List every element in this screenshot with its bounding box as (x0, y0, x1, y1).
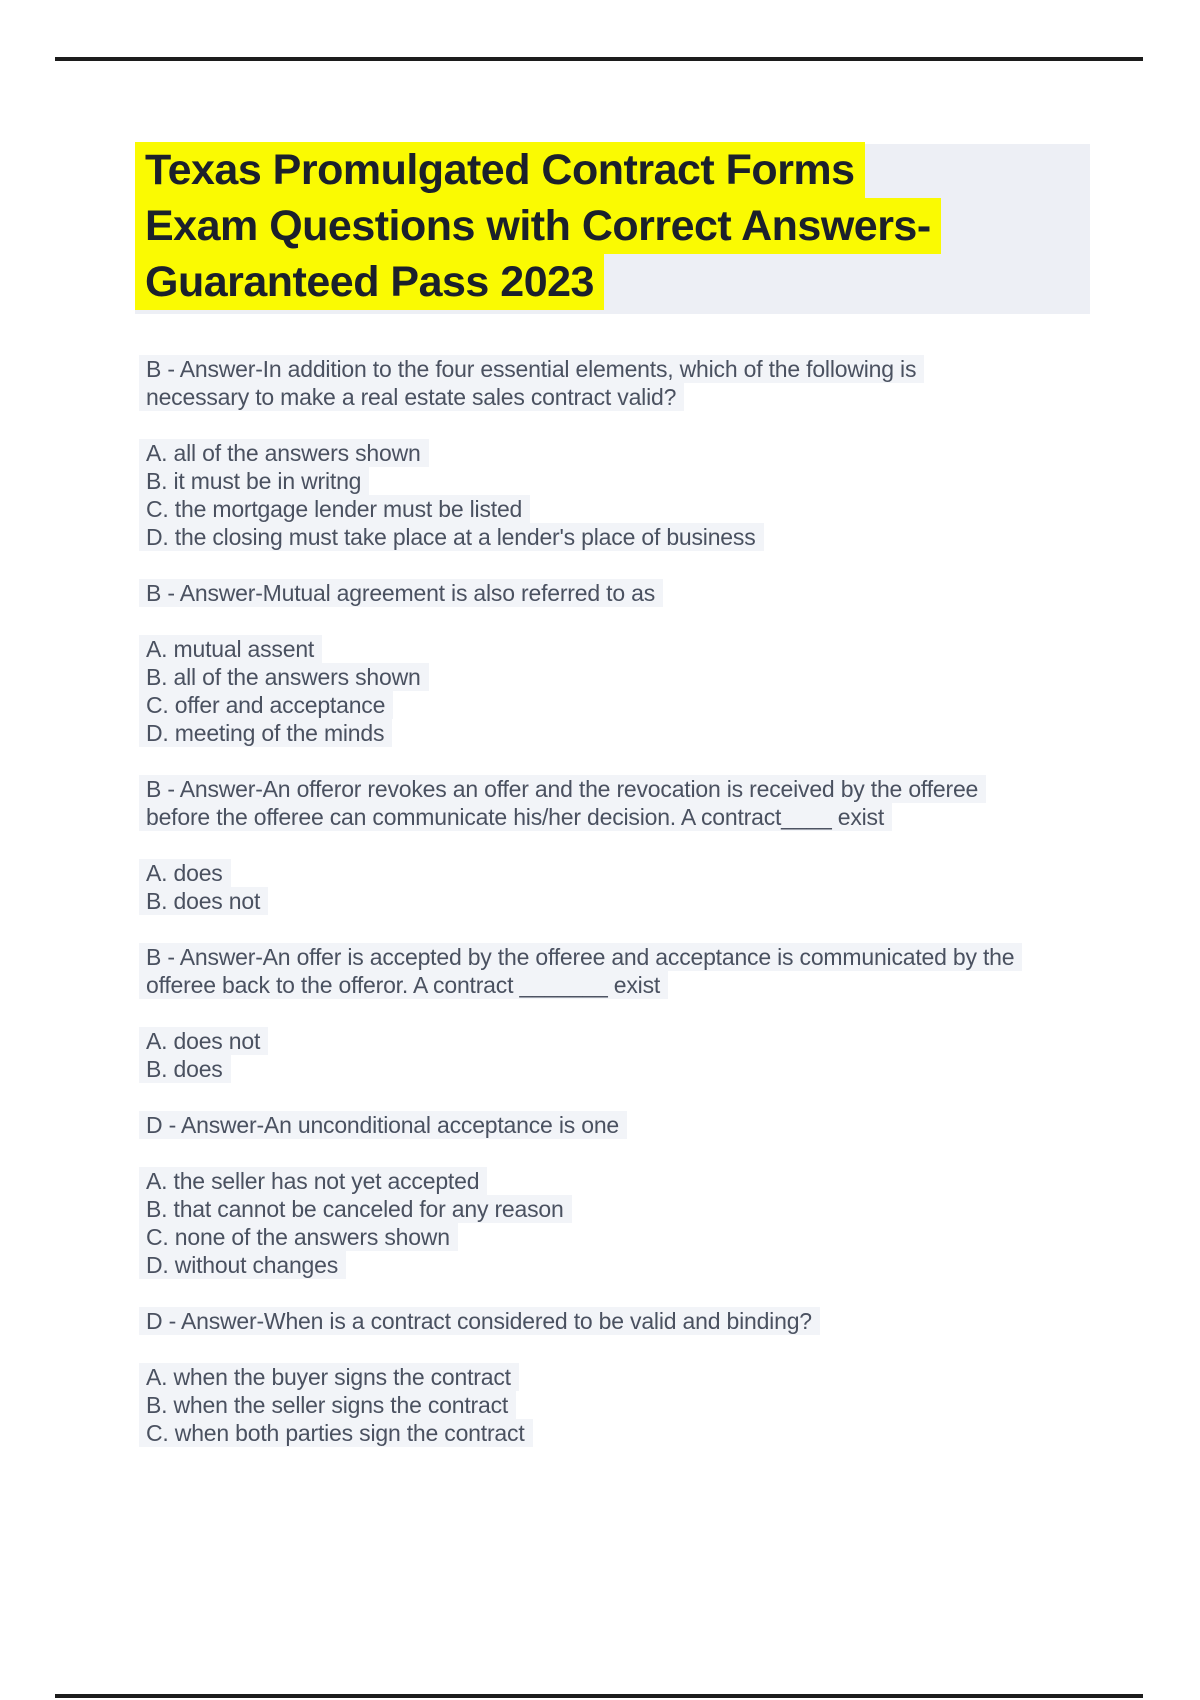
text-line (139, 1363, 1149, 1391)
text-line (139, 1251, 1149, 1279)
question-block (139, 943, 1149, 999)
line-highlight: B - Answer-An offeror revokes an offer and the revocation is received by the offeree (139, 775, 986, 803)
line-highlight: A. the seller has not yet accepted (139, 1167, 487, 1195)
line-highlight: C. when both parties sign the contract (139, 1419, 533, 1447)
line-highlight: B. does (139, 1055, 231, 1083)
line-highlight: B. that cannot be canceled for any reason (139, 1195, 572, 1223)
line-highlight: D. without changes (139, 1251, 346, 1279)
question-block (139, 775, 1149, 831)
text-line (139, 859, 1149, 887)
line-highlight: C. offer and acceptance (139, 691, 393, 719)
options-block (139, 439, 1149, 551)
text-line (139, 971, 1149, 999)
line-highlight: D. the closing must take place at a lender's place of business (139, 523, 764, 551)
text-line (139, 663, 1149, 691)
text-line (139, 355, 1149, 383)
text-line (139, 1055, 1149, 1083)
question-block (139, 1307, 1149, 1335)
text-line (139, 1195, 1149, 1223)
text-line (139, 1307, 1149, 1335)
options-block (139, 1167, 1149, 1279)
options-block (139, 635, 1149, 747)
text-line (139, 467, 1149, 495)
bottom-horizontal-rule (55, 1694, 1143, 1698)
text-line (139, 1223, 1149, 1251)
title-line (135, 198, 1090, 254)
text-line (139, 775, 1149, 803)
text-line (139, 1167, 1149, 1195)
text-line (139, 523, 1149, 551)
title-line (135, 142, 1090, 198)
text-line (139, 691, 1149, 719)
text-line (139, 1419, 1149, 1447)
title-highlight: Guaranteed Pass 2023 (135, 254, 604, 310)
line-highlight: D - Answer-When is a contract considered to be valid and binding? (139, 1307, 820, 1335)
page-title (135, 142, 1090, 310)
text-line (139, 1027, 1149, 1055)
title-line (135, 254, 1090, 310)
text-line (139, 495, 1149, 523)
title-section (135, 142, 1090, 310)
line-highlight: B - Answer-Mutual agreement is also referred to as (139, 579, 663, 607)
line-highlight: C. the mortgage lender must be listed (139, 495, 530, 523)
line-highlight: A. does (139, 859, 231, 887)
line-highlight: A. all of the answers shown (139, 439, 429, 467)
title-highlight: Exam Questions with Correct Answers- (135, 198, 941, 254)
line-highlight: B. when the seller signs the contract (139, 1391, 516, 1419)
text-line (139, 887, 1149, 915)
options-block (139, 859, 1149, 915)
line-highlight: C. none of the answers shown (139, 1223, 458, 1251)
line-highlight: A. mutual assent (139, 635, 322, 663)
line-highlight: B. does not (139, 887, 268, 915)
text-line (139, 383, 1149, 411)
line-highlight: B - Answer-In addition to the four essential elements, which of the following is (139, 355, 924, 383)
line-highlight: D. meeting of the minds (139, 719, 392, 747)
line-highlight: D - Answer-An unconditional acceptance is one (139, 1111, 627, 1139)
line-highlight: A. when the buyer signs the contract (139, 1363, 519, 1391)
line-highlight: before the offeree can communicate his/her decision. A contract____ exist (139, 803, 892, 831)
options-block (139, 1027, 1149, 1083)
text-line (139, 719, 1149, 747)
text-line (139, 635, 1149, 663)
line-highlight: offeree back to the offeror. A contract _______ exist (139, 971, 668, 999)
question-block (139, 579, 1149, 607)
line-highlight: B. all of the answers shown (139, 663, 429, 691)
question-block (139, 355, 1149, 411)
top-horizontal-rule (55, 57, 1143, 61)
line-highlight: B - Answer-An offer is accepted by the offeree and acceptance is communicated by the (139, 943, 1022, 971)
options-block (139, 1363, 1149, 1447)
text-line (139, 943, 1149, 971)
document-body (139, 355, 1149, 1447)
line-highlight: necessary to make a real estate sales contract valid? (139, 383, 684, 411)
question-block (139, 1111, 1149, 1139)
text-line (139, 1391, 1149, 1419)
text-line (139, 1111, 1149, 1139)
line-highlight: B. it must be in writng (139, 467, 369, 495)
text-line (139, 439, 1149, 467)
text-line (139, 803, 1149, 831)
title-highlight: Texas Promulgated Contract Forms (135, 142, 865, 198)
line-highlight: A. does not (139, 1027, 268, 1055)
text-line (139, 579, 1149, 607)
